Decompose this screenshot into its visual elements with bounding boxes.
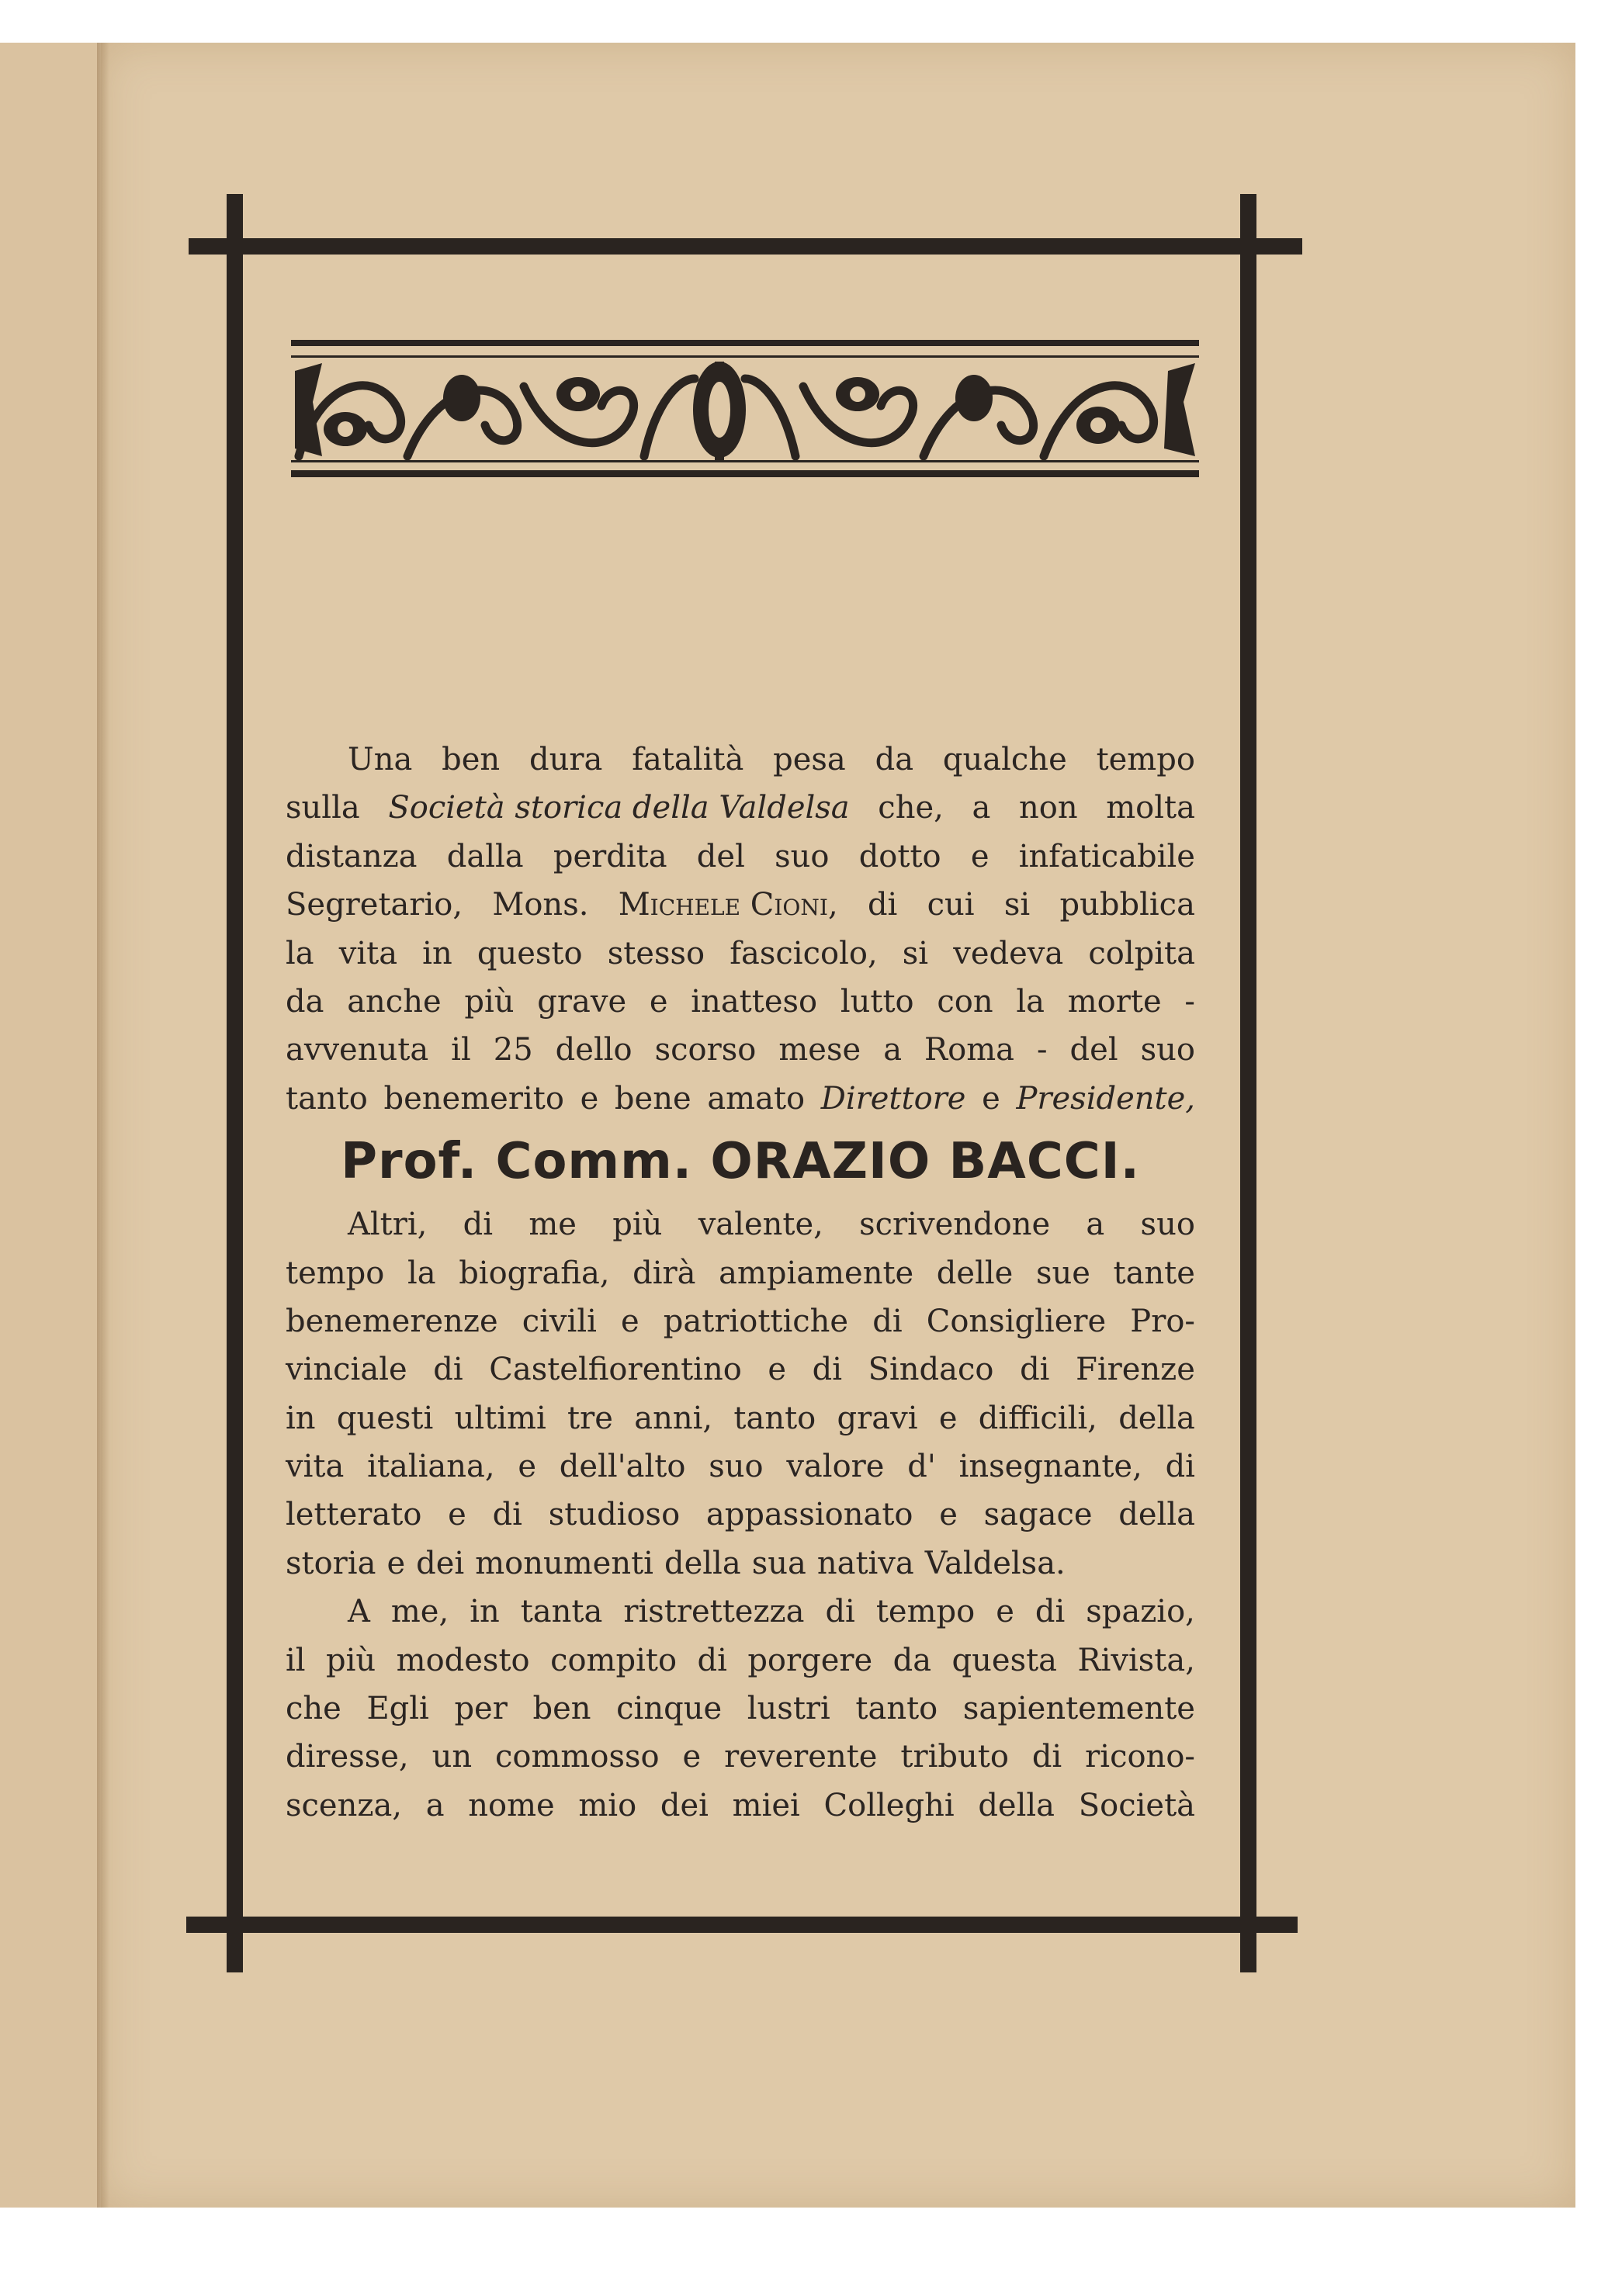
text-line: che Egli per ben cinque lustri tanto sapientemente: [286, 1691, 1195, 1727]
text-line: distanza dalla perdita del suo dotto e infaticabile: [286, 838, 1195, 874]
spine-shadow: [97, 43, 109, 2208]
memorial-text: [286, 736, 1195, 1830]
text-line: il più modesto compito di porgere da questa Rivista,: [286, 1642, 1195, 1678]
text-line: Segretario, Mons. Michele Cioni, di cui si pubblica: [286, 887, 1195, 923]
text-line: avvenuta il 25 dello scorso mese a Roma - del suo: [286, 1032, 1195, 1068]
frame-bottom-bar: [186, 1917, 1298, 1933]
text-line: in questi ultimi tre anni, tanto gravi e difficili, della: [286, 1400, 1195, 1436]
text-line: letterato e di studioso appassionato e sagace della: [286, 1497, 1195, 1533]
text-line: la vita in questo stesso fascicolo, si vedeva colpita: [286, 935, 1195, 971]
text-line: A me, in tanta ristrettezza di tempo e di spazio,: [348, 1594, 1195, 1630]
frame-left-bar: [227, 194, 243, 1972]
text-line: diresse, un commosso e reverente tributo di ricono-: [286, 1739, 1195, 1775]
text-line: vita italiana, e dell'alto suo valore d' insegnante, di: [286, 1449, 1195, 1485]
frame-right-bar: [1240, 194, 1256, 1972]
text-line: storia e dei monumenti della sua nativa Valdelsa.: [286, 1545, 1066, 1581]
text-line: benemerenze civili e patriottiche di Consigliere Pro-: [286, 1303, 1195, 1339]
text-line: Altri, di me più valente, scrivendone a suo: [348, 1207, 1195, 1243]
text-line: tanto benemerito e bene amato Direttore e Presidente,: [286, 1080, 1195, 1117]
deceased-name-heading: Prof. Comm. ORAZIO BACCI.: [341, 1133, 1140, 1191]
text-line: vinciale di Castelfiorentino e di Sindaco di Firenze: [286, 1352, 1195, 1388]
text-line: Una ben dura fatalità pesa da qualche tempo: [348, 742, 1195, 777]
text-line: tempo la biografia, dirà ampiamente delle sue tante: [286, 1255, 1195, 1291]
text-line: sulla Società storica della Valdelsa che, a non molta: [286, 790, 1195, 826]
text-line: scenza, a nome mio dei miei Colleghi della Società: [286, 1787, 1195, 1823]
ornament-band: [291, 340, 1199, 478]
text-line: da anche più grave e inatteso lutto con la morte -: [286, 983, 1195, 1020]
frame-top-bar: [189, 238, 1302, 255]
